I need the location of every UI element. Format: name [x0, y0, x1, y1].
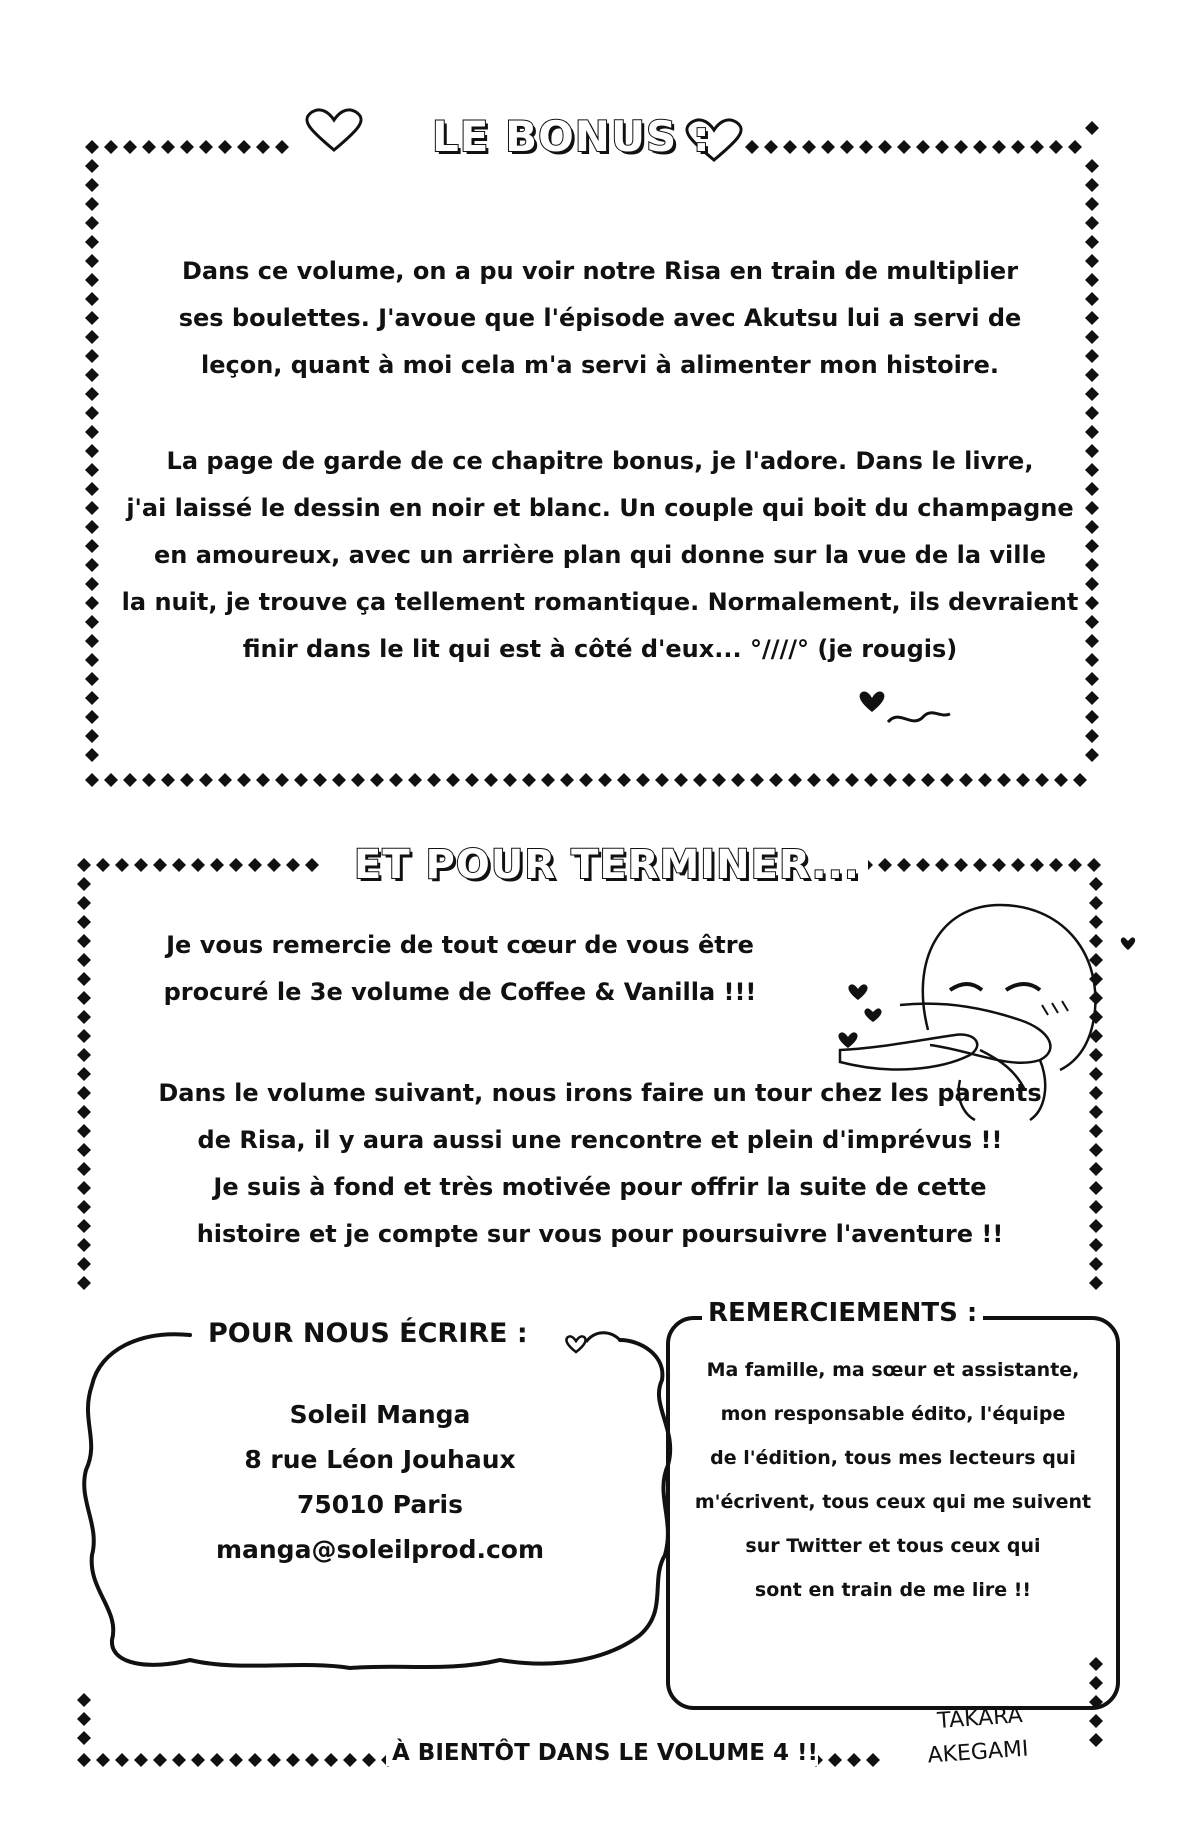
border-diamond [826, 773, 840, 787]
border-diamond [115, 858, 129, 872]
border-diamond [180, 773, 194, 787]
bonus-paragraph-1 [110, 248, 1090, 389]
bonus-title: LE BONUS : [432, 112, 711, 161]
border-diamond [77, 1029, 91, 1043]
border-diamond [77, 1200, 91, 1214]
border-diamond [598, 773, 612, 787]
text-line: leçon, quant à moi cela m'a servi à alimenter mon histoire. [200, 351, 1000, 379]
border-diamond [1085, 387, 1099, 401]
border-diamond [465, 773, 479, 787]
border-diamond [77, 1753, 91, 1767]
text-line: La page de garde de ce chapitre bonus, je l'adore. Dans le livre, [166, 447, 1034, 475]
border-diamond [750, 773, 764, 787]
border-diamond [1085, 729, 1099, 743]
border-diamond [172, 1753, 186, 1767]
text-line: finir dans le lit qui est à côté d'eux... °////° (je rougis) [242, 635, 958, 663]
border-diamond [85, 159, 99, 173]
border-diamond [1089, 1067, 1103, 1081]
border-diamond [935, 858, 949, 872]
border-diamond [191, 1753, 205, 1767]
border-diamond [921, 773, 935, 787]
border-diamond [408, 773, 422, 787]
border-diamond [85, 596, 99, 610]
thanks-line: sont en train de me lire !! [754, 1579, 1032, 1601]
border-diamond [1089, 1276, 1103, 1290]
border-diamond [96, 858, 110, 872]
border-diamond [85, 140, 99, 154]
border-diamond [85, 273, 99, 287]
border-diamond [1089, 1143, 1103, 1157]
border-diamond [229, 1753, 243, 1767]
border-diamond [77, 991, 91, 1005]
thanks-line: de l'édition, tous mes lecteurs qui [710, 1447, 1076, 1469]
border-diamond [85, 482, 99, 496]
border-diamond [560, 773, 574, 787]
border-diamond [142, 140, 156, 154]
border-diamond [85, 311, 99, 325]
border-diamond [77, 1124, 91, 1138]
border-diamond [305, 1753, 319, 1767]
border-diamond [96, 1753, 110, 1767]
border-diamond [180, 140, 194, 154]
border-diamond [503, 773, 517, 787]
footer-message: À BIENTÔT DANS LE VOLUME 4 !! [386, 1740, 818, 1766]
border-diamond [370, 773, 384, 787]
border-diamond [85, 577, 99, 591]
border-diamond [85, 406, 99, 420]
border-diamond [1030, 858, 1044, 872]
border-diamond [85, 558, 99, 572]
author-name-line2: AKEGAMI [926, 1736, 1030, 1769]
border-diamond [77, 972, 91, 986]
border-diamond [199, 773, 213, 787]
border-diamond [845, 773, 859, 787]
squiggle-decoration [888, 713, 950, 722]
border-diamond [218, 773, 232, 787]
border-diamond [199, 140, 213, 154]
text-line: Dans le volume suivant, nous irons faire un tour chez les parents [158, 1079, 1042, 1107]
border-diamond [997, 773, 1011, 787]
border-diamond [77, 858, 91, 872]
border-diamond [332, 773, 346, 787]
border-diamond [85, 653, 99, 667]
border-diamond [1049, 858, 1063, 872]
thanks-line: m'écrivent, tous ceux qui me suivent [694, 1491, 1092, 1513]
border-diamond [77, 1067, 91, 1081]
border-diamond [85, 292, 99, 306]
border-diamond [522, 773, 536, 787]
border-diamond [77, 1010, 91, 1024]
border-diamond [77, 1086, 91, 1100]
border-diamond [764, 140, 778, 154]
heart-icon-left [307, 110, 361, 150]
address-line: 8 rue Léon Jouhaux [244, 1445, 516, 1474]
border-diamond [1054, 773, 1068, 787]
border-diamond [134, 858, 148, 872]
border-diamond [1089, 934, 1103, 948]
text-line: histoire et je compte sur vous pour poursuivre l'aventure !! [196, 1220, 1004, 1248]
border-diamond [1085, 121, 1099, 135]
border-diamond [731, 773, 745, 787]
text-line: de Risa, il y aura aussi une rencontre et plein d'imprévus !! [197, 1126, 1003, 1154]
border-diamond [85, 444, 99, 458]
border-diamond [788, 773, 802, 787]
thanks-title: REMERCIEMENTS : [702, 1298, 983, 1328]
border-diamond [286, 858, 300, 872]
border-diamond [85, 387, 99, 401]
border-diamond [237, 140, 251, 154]
border-diamond [85, 235, 99, 249]
border-diamond [85, 463, 99, 477]
border-diamond [134, 1753, 148, 1767]
border-diamond [161, 773, 175, 787]
border-diamond [1068, 140, 1082, 154]
write-us-title: POUR NOUS ÉCRIRE : [202, 1318, 534, 1349]
border-diamond [172, 858, 186, 872]
border-diamond [807, 773, 821, 787]
border-diamond [77, 1257, 91, 1271]
border-diamond [821, 140, 835, 154]
border-diamond [1089, 1124, 1103, 1138]
border-diamond [305, 858, 319, 872]
border-diamond [1011, 140, 1025, 154]
text-line: j'ai laissé le dessin en noir et blanc. Un couple qui boit du champagne [126, 494, 1074, 522]
border-diamond [1089, 1048, 1103, 1062]
border-diamond [267, 1753, 281, 1767]
text-line: procuré le 3e volume de Coffee & Vanilla !!! [163, 978, 757, 1006]
border-diamond [883, 773, 897, 787]
border-diamond [77, 1048, 91, 1062]
text-line: la nuit, je trouve ça tellement romantique. Normalement, ils devraient [121, 588, 1079, 616]
border-diamond [153, 1753, 167, 1767]
border-diamond [77, 877, 91, 891]
border-diamond [954, 140, 968, 154]
address-line: manga@soleilprod.com [215, 1535, 545, 1564]
border-diamond [191, 858, 205, 872]
border-diamond [1089, 953, 1103, 967]
border-diamond [859, 140, 873, 154]
address-line: Soleil Manga [289, 1400, 471, 1429]
border-diamond [1089, 1676, 1103, 1690]
border-diamond [617, 773, 631, 787]
border-diamond [85, 672, 99, 686]
border-diamond [1011, 858, 1025, 872]
border-diamond [85, 773, 99, 787]
border-diamond [85, 710, 99, 724]
border-diamond [1085, 159, 1099, 173]
border-diamond [783, 140, 797, 154]
border-diamond [77, 1162, 91, 1176]
text-line: Je suis à fond et très motivée pour offrir la suite de cette [213, 1173, 987, 1201]
border-diamond [77, 1181, 91, 1195]
border-diamond [77, 1693, 91, 1707]
border-diamond [210, 1753, 224, 1767]
border-diamond [343, 1753, 357, 1767]
border-diamond [389, 773, 403, 787]
border-diamond [745, 140, 759, 154]
border-diamond [77, 1219, 91, 1233]
border-diamond [123, 140, 137, 154]
border-diamond [85, 691, 99, 705]
border-diamond [85, 178, 99, 192]
border-diamond [579, 773, 593, 787]
border-diamond [674, 773, 688, 787]
border-diamond [1087, 858, 1101, 872]
border-diamond [1089, 1200, 1103, 1214]
closing-title: ET POUR TERMINER... [346, 842, 868, 888]
border-diamond [1016, 773, 1030, 787]
border-diamond [275, 140, 289, 154]
border-diamond [1089, 1257, 1103, 1271]
border-diamond [1085, 406, 1099, 420]
border-diamond [1089, 1086, 1103, 1100]
border-diamond [115, 1753, 129, 1767]
border-diamond [935, 140, 949, 154]
border-diamond [1089, 1657, 1103, 1671]
border-diamond [351, 773, 365, 787]
border-diamond [104, 140, 118, 154]
border-diamond [77, 1712, 91, 1726]
border-diamond [1085, 710, 1099, 724]
border-diamond [847, 1753, 861, 1767]
border-diamond [897, 140, 911, 154]
text-line: Je vous remercie de tout cœur de vous être [166, 931, 754, 959]
border-diamond [959, 773, 973, 787]
border-diamond [954, 858, 968, 872]
border-diamond [1085, 178, 1099, 192]
closing-paragraph-2 [110, 1070, 1090, 1258]
thanks-line: sur Twitter et tous ceux qui [745, 1535, 1041, 1557]
border-diamond [85, 254, 99, 268]
border-diamond [992, 140, 1006, 154]
border-diamond [85, 729, 99, 743]
text-line: Dans ce volume, on a pu voir notre Risa en train de multiplier [181, 257, 1019, 285]
border-diamond [1073, 773, 1087, 787]
border-diamond [256, 773, 270, 787]
border-diamond [77, 1276, 91, 1290]
closing-paragraph-1 [150, 922, 770, 1016]
border-diamond [85, 748, 99, 762]
border-diamond [840, 140, 854, 154]
border-diamond [1089, 1714, 1103, 1728]
border-diamond [940, 773, 954, 787]
border-diamond [878, 858, 892, 872]
border-diamond [897, 858, 911, 872]
border-diamond [218, 140, 232, 154]
border-diamond [1030, 140, 1044, 154]
border-diamond [85, 330, 99, 344]
border-diamond [362, 1753, 376, 1767]
border-diamond [161, 140, 175, 154]
border-diamond [864, 773, 878, 787]
text-line: en amoureux, avec un arrière plan qui donne sur la vue de la ville [154, 541, 1046, 569]
border-diamond [1085, 748, 1099, 762]
border-diamond [1089, 1162, 1103, 1176]
border-diamond [1089, 896, 1103, 910]
border-diamond [104, 773, 118, 787]
border-diamond [1035, 773, 1049, 787]
border-diamond [655, 773, 669, 787]
author-name-line1: TAKARA [936, 1703, 1024, 1734]
border-diamond [427, 773, 441, 787]
thanks-line: Ma famille, ma sœur et assistante, [706, 1359, 1080, 1381]
border-diamond [541, 773, 555, 787]
border-diamond [85, 368, 99, 382]
border-diamond [313, 773, 327, 787]
border-diamond [1089, 915, 1103, 929]
border-diamond [85, 634, 99, 648]
border-diamond [237, 773, 251, 787]
border-diamond [142, 773, 156, 787]
border-diamond [866, 1753, 880, 1767]
small-heart-icon [860, 691, 885, 712]
border-diamond [1049, 140, 1063, 154]
border-diamond [77, 915, 91, 929]
border-diamond [85, 539, 99, 553]
border-diamond [1085, 691, 1099, 705]
border-diamond [77, 1731, 91, 1745]
border-diamond [77, 1238, 91, 1252]
border-diamond [636, 773, 650, 787]
border-diamond [916, 140, 930, 154]
border-diamond [248, 1753, 262, 1767]
border-diamond [992, 858, 1006, 872]
border-diamond [1089, 1238, 1103, 1252]
border-diamond [902, 773, 916, 787]
border-diamond [878, 140, 892, 154]
border-diamond [1085, 197, 1099, 211]
thanks-list [672, 1348, 1114, 1612]
border-diamond [153, 858, 167, 872]
border-diamond [693, 773, 707, 787]
border-diamond [978, 773, 992, 787]
border-diamond [85, 216, 99, 230]
border-diamond [446, 773, 460, 787]
border-diamond [1085, 425, 1099, 439]
border-diamond [1089, 1733, 1103, 1747]
border-diamond [77, 896, 91, 910]
border-diamond [973, 858, 987, 872]
border-diamond [1089, 1219, 1103, 1233]
border-diamond [1085, 235, 1099, 249]
bonus-paragraph-2 [110, 438, 1090, 673]
border-diamond [256, 140, 270, 154]
border-diamond [916, 858, 930, 872]
border-diamond [85, 197, 99, 211]
border-diamond [769, 773, 783, 787]
border-diamond [294, 773, 308, 787]
border-diamond [828, 1753, 842, 1767]
border-diamond [275, 773, 289, 787]
border-diamond [77, 934, 91, 948]
border-diamond [1089, 877, 1103, 891]
border-diamond [85, 501, 99, 515]
tiny-heart-icon [566, 1336, 585, 1352]
border-diamond [77, 1105, 91, 1119]
border-diamond [229, 858, 243, 872]
border-diamond [85, 615, 99, 629]
border-diamond [1089, 1105, 1103, 1119]
border-diamond [85, 520, 99, 534]
border-diamond [1085, 672, 1099, 686]
border-diamond [248, 858, 262, 872]
border-diamond [77, 953, 91, 967]
border-diamond [77, 1143, 91, 1157]
write-us-address [140, 1392, 620, 1572]
border-diamond [123, 773, 137, 787]
thanks-line: mon responsable édito, l'équipe [720, 1403, 1066, 1425]
border-diamond [286, 1753, 300, 1767]
border-diamond [210, 858, 224, 872]
border-diamond [802, 140, 816, 154]
border-diamond [712, 773, 726, 787]
border-diamond [85, 349, 99, 363]
border-diamond [1068, 858, 1082, 872]
border-diamond [85, 425, 99, 439]
border-diamond [324, 1753, 338, 1767]
border-diamond [1089, 1181, 1103, 1195]
border-diamond [1085, 216, 1099, 230]
border-diamond [484, 773, 498, 787]
border-diamond [267, 858, 281, 872]
border-diamond [973, 140, 987, 154]
text-line: ses boulettes. J'avoue que l'épisode avec Akutsu lui a servi de [178, 304, 1022, 332]
address-line: 75010 Paris [297, 1490, 463, 1519]
